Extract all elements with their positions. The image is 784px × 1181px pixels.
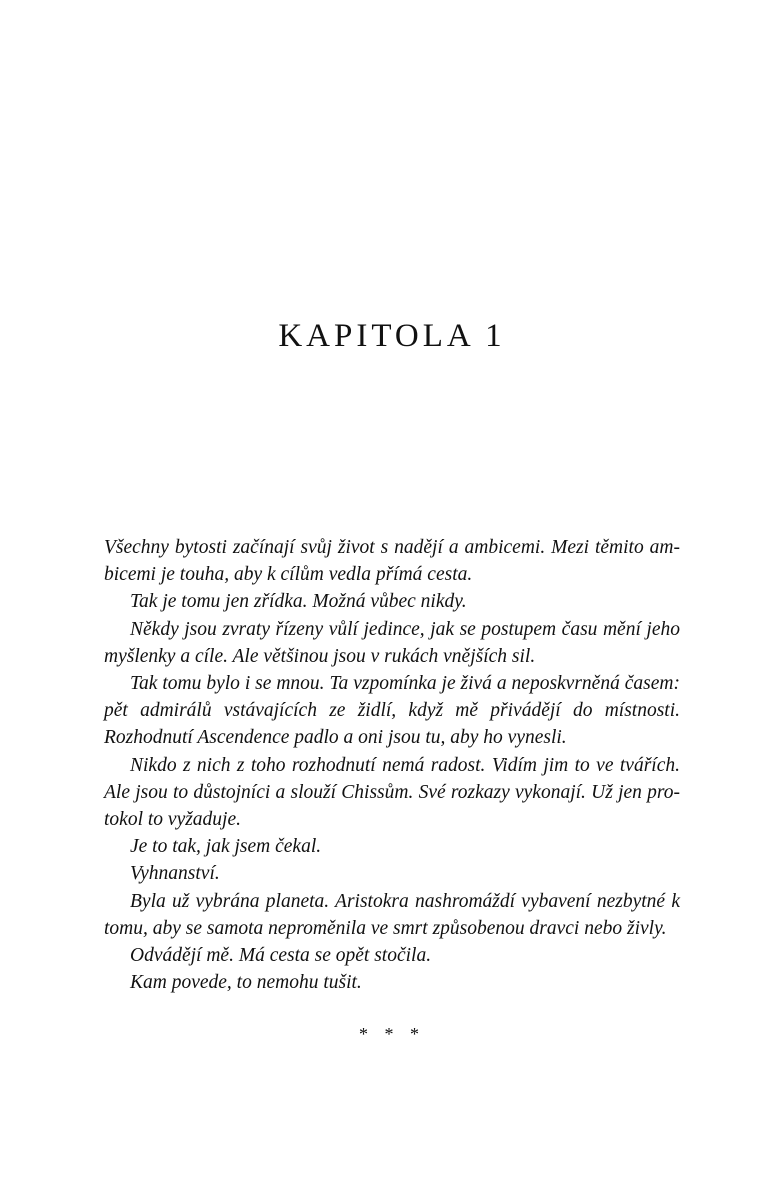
paragraph: Všechny bytosti začínají svůj život s nadějí a ambicemi. Mezi těmito ambicemi je touha, aby k cílům vedla přímá cesta. (104, 537, 680, 586)
paragraph: Někdy jsou zvraty řízeny vůlí jedince, jak se postupem času mění jeho myšlenky a cíle. Ale většinou jsou v rukách vnějších sil. (104, 618, 680, 667)
paragraph: Byla už vybrána planeta. Aristokra nashromáždí vybavení nezbytné k tomu, aby se samota neproměnila ve smrt způsobenou dravci nebo živly. (104, 890, 680, 939)
scene-break-separator: * * * (359, 1024, 425, 1044)
paragraph: Nikdo z nich z toho rozhodnutí nemá radost. Vidím jim to ve tvářích. Ale jsou to důstojníci a slouží Chissům. Své rozkazy vykonají. Už jen protokol to vyžaduje. (104, 754, 680, 831)
paragraph: Vyhnanství. (130, 863, 220, 885)
chapter-body (104, 534, 680, 996)
chapter-title: KAPITOLA 1 (278, 318, 506, 354)
paragraph: Je to tak, jak jsem čekal. (130, 836, 322, 858)
paragraph: Kam povede, to nemohu tušit. (130, 972, 362, 994)
paragraph: Tak je tomu jen zřídka. Možná vůbec nikdy. (130, 591, 467, 613)
paragraph: Tak tomu bylo i se mnou. Ta vzpomínka je živá a neposkvrněná časem: pět admirálů vstávajících ze židlí, když mě přivádějí do místnosti. Rozhodnutí Ascendence padlo a oni jsou tu, aby ho vynesli. (104, 673, 680, 749)
paragraph: Odvádějí mě. Má cesta se opět stočila. (130, 945, 432, 967)
